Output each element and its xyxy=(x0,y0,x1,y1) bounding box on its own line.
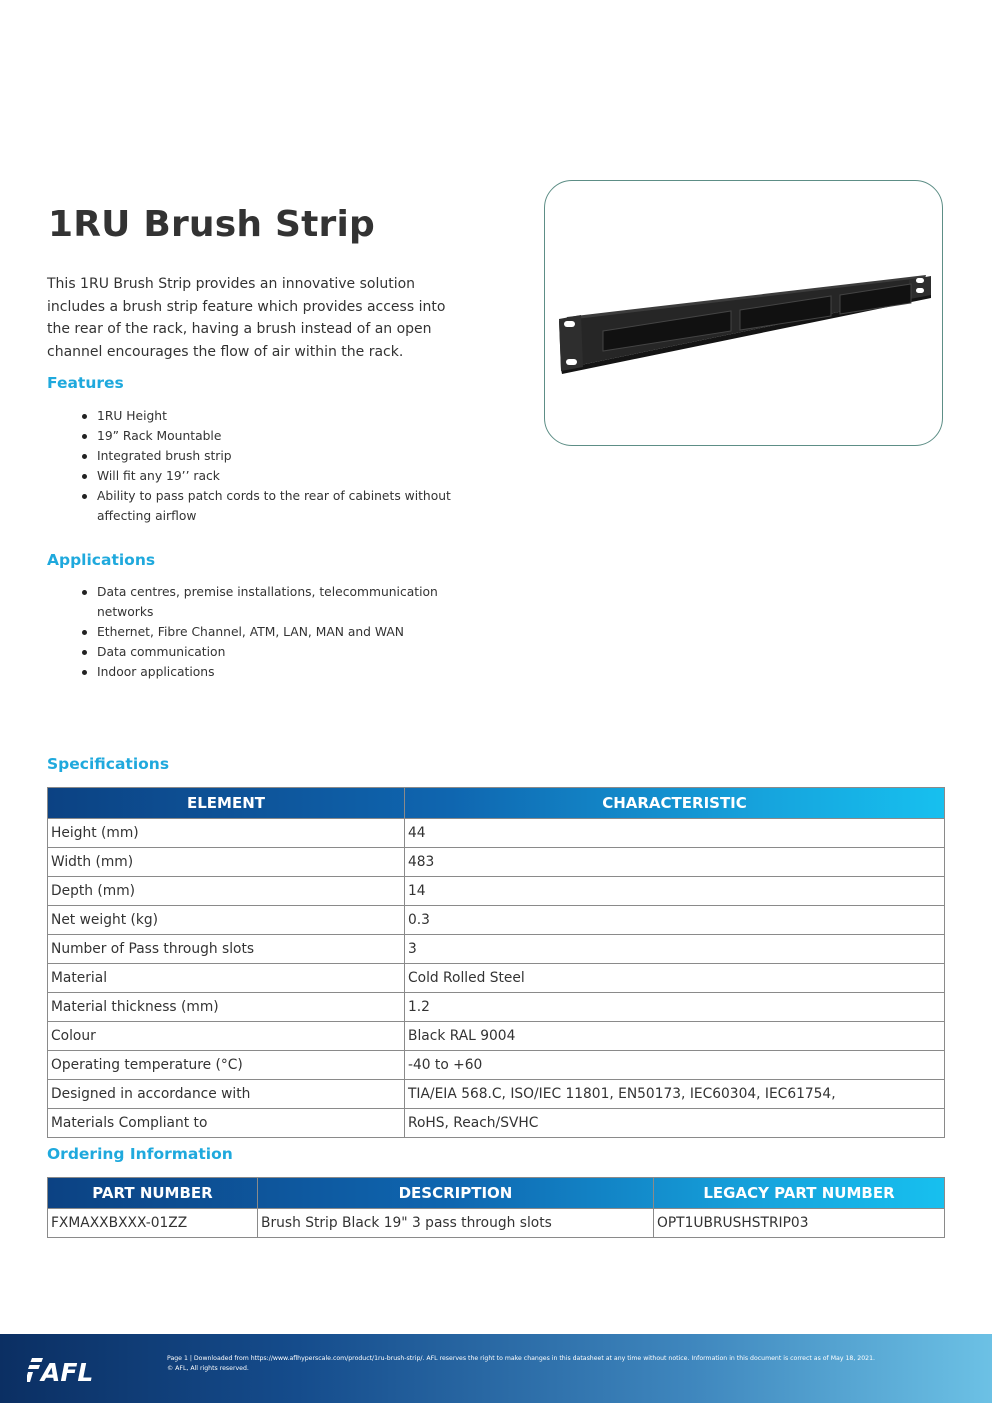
svg-text:AFL: AFL xyxy=(41,1358,94,1387)
product-description: This 1RU Brush Strip provides an innovative solution includes a brush strip feature which provides access into the rear of the rack, having a brush instead of an open channel encourages the flow of air within the rack. xyxy=(47,276,446,360)
table-row xyxy=(48,1051,945,1080)
column-header-description: DESCRIPTION xyxy=(258,1178,654,1209)
spec-value: 1.2 xyxy=(405,993,945,1022)
spec-value: 483 xyxy=(405,848,945,877)
list-item: Indoor applications xyxy=(97,662,457,682)
table-row xyxy=(48,964,945,993)
list-item: Data centres, premise installations, telecommunication networks xyxy=(97,582,457,622)
ordering-table xyxy=(47,1177,945,1238)
footer-text xyxy=(167,1354,967,1374)
column-header-element: ELEMENT xyxy=(48,788,405,819)
spec-element: Number of Pass through slots xyxy=(48,935,405,964)
table-row xyxy=(48,819,945,848)
list-item: Ability to pass patch cords to the rear of cabinets without affecting airflow xyxy=(97,486,457,526)
specifications-heading: Specifications xyxy=(47,755,170,773)
spec-value: Cold Rolled Steel xyxy=(405,964,945,993)
page-title: 1RU Brush Strip xyxy=(48,204,375,245)
spec-element: Designed in accordance with xyxy=(48,1080,405,1109)
spec-value: RoHS, Reach/SVHC xyxy=(405,1109,945,1138)
list-item: Ethernet, Fibre Channel, ATM, LAN, MAN and WAN xyxy=(97,622,457,642)
brush-strip-product-image xyxy=(545,181,944,447)
spec-element: Material xyxy=(48,964,405,993)
table-row xyxy=(48,906,945,935)
spec-value: TIA/EIA 568.C, ISO/IEC 11801, EN50173, IEC60304, IEC61754, xyxy=(405,1080,945,1109)
list-item: 1RU Height xyxy=(97,406,457,426)
footer-disclaimer: Page 1 | Downloaded from https://www.aflhyperscale.com/product/1ru-brush-strip/. AFL reserves the right to make changes in this datasheet at any time without notice. Information in this document is correct as of May 18, 2021. xyxy=(167,1355,875,1362)
table-row xyxy=(48,1022,945,1051)
table-header-row xyxy=(48,788,945,819)
spec-value: -40 to +60 xyxy=(405,1051,945,1080)
list-item: Data communication xyxy=(97,642,457,662)
table-row xyxy=(48,1209,945,1238)
spec-value: 44 xyxy=(405,819,945,848)
afl-logo xyxy=(27,1348,127,1388)
table-row xyxy=(48,1080,945,1109)
table-header-row xyxy=(48,1178,945,1209)
table-row xyxy=(48,993,945,1022)
column-header-part-number: PART NUMBER xyxy=(48,1178,258,1209)
spec-element: Net weight (kg) xyxy=(48,906,405,935)
footer-copyright: © AFL, All rights reserved. xyxy=(167,1365,249,1372)
applications-list xyxy=(97,582,457,682)
table-row xyxy=(48,848,945,877)
column-header-characteristic: CHARACTERISTIC xyxy=(405,788,945,819)
features-heading: Features xyxy=(47,374,124,392)
spec-value: 3 xyxy=(405,935,945,964)
spec-element: Width (mm) xyxy=(48,848,405,877)
table-row xyxy=(48,1109,945,1138)
features-list xyxy=(97,406,457,526)
column-header-legacy-part-number: LEGACY PART NUMBER xyxy=(654,1178,945,1209)
table-row xyxy=(48,935,945,964)
applications-heading: Applications xyxy=(47,551,156,569)
part-number: FXMAXXBXXX-01ZZ xyxy=(48,1209,258,1238)
spec-element: Height (mm) xyxy=(48,819,405,848)
spec-element: Material thickness (mm) xyxy=(48,993,405,1022)
spec-value: Black RAL 9004 xyxy=(405,1022,945,1051)
spec-element: Colour xyxy=(48,1022,405,1051)
spec-element: Depth (mm) xyxy=(48,877,405,906)
list-item: Will fit any 19’’ rack xyxy=(97,466,457,486)
product-image-frame xyxy=(544,180,943,446)
spec-value: 0.3 xyxy=(405,906,945,935)
ordering-heading: Ordering Information xyxy=(47,1145,233,1163)
spec-element: Operating temperature (°C) xyxy=(48,1051,405,1080)
list-item: Integrated brush strip xyxy=(97,446,457,466)
specifications-table xyxy=(47,787,945,1138)
spec-element: Materials Compliant to xyxy=(48,1109,405,1138)
spec-value: 14 xyxy=(405,877,945,906)
list-item: 19” Rack Mountable xyxy=(97,426,457,446)
part-description: Brush Strip Black 19" 3 pass through slots xyxy=(258,1209,654,1238)
page-footer xyxy=(0,1334,992,1403)
legacy-part-number: OPT1UBRUSHSTRIP03 xyxy=(654,1209,945,1238)
table-row xyxy=(48,877,945,906)
